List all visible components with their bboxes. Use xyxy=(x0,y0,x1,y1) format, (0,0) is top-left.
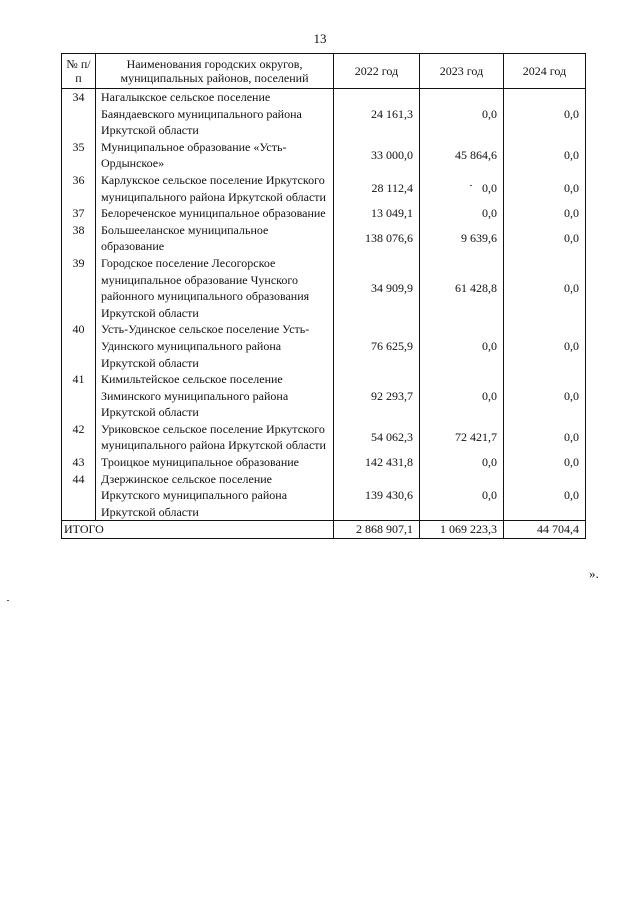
table-row xyxy=(62,321,586,371)
row-value-2022: 138 076,6 xyxy=(334,222,420,255)
row-value-2022: 54 062,3 xyxy=(334,421,420,454)
header-2023: 2023 год xyxy=(420,54,504,89)
table-row xyxy=(62,454,586,471)
header-2024: 2024 год xyxy=(504,54,586,89)
row-value-2023: 0,0 xyxy=(420,172,504,205)
header-name: Наименования городских округов, муниципальных районов, поселений xyxy=(96,54,334,89)
row-name: Кимильтейское сельское поселение Зиминского муниципального района Иркутской области xyxy=(96,371,334,421)
row-number: 43 xyxy=(62,454,96,471)
scan-speck xyxy=(7,600,9,601)
table-row xyxy=(62,421,586,454)
row-value-2022: 33 000,0 xyxy=(334,139,420,172)
row-number: 38 xyxy=(62,222,96,255)
total-2024: 44 704,4 xyxy=(504,521,586,539)
table-row xyxy=(62,255,586,321)
row-number: 40 xyxy=(62,321,96,371)
table-header xyxy=(62,54,586,89)
total-2023: 1 069 223,3 xyxy=(420,521,504,539)
row-number: 39 xyxy=(62,255,96,321)
total-2022: 2 868 907,1 xyxy=(334,521,420,539)
row-name: Нагалыкское сельское поселение Баяндаевского муниципального района Иркутской области xyxy=(96,89,334,139)
row-number: 41 xyxy=(62,371,96,421)
row-value-2023: 45 864,6 xyxy=(420,139,504,172)
table-row xyxy=(62,371,586,421)
row-value-2022: 13 049,1 xyxy=(334,205,420,222)
table-row xyxy=(62,89,586,139)
row-value-2024: 0,0 xyxy=(504,371,586,421)
row-value-2022: 24 161,3 xyxy=(334,89,420,139)
row-value-2022: 142 431,8 xyxy=(334,454,420,471)
scan-speck xyxy=(470,185,472,186)
table-row xyxy=(62,139,586,172)
page-number: 13 xyxy=(313,31,327,46)
row-number: 35 xyxy=(62,139,96,172)
row-value-2023: 61 428,8 xyxy=(420,255,504,321)
row-number: 44 xyxy=(62,471,96,521)
subsidy-table xyxy=(61,53,586,539)
row-value-2024: 0,0 xyxy=(504,321,586,371)
header-num: № п/п xyxy=(62,54,96,89)
row-value-2024: 0,0 xyxy=(504,222,586,255)
row-value-2023: 0,0 xyxy=(420,321,504,371)
row-name: Троицкое муниципальное образование xyxy=(96,454,334,471)
row-value-2023: 0,0 xyxy=(420,454,504,471)
total-row xyxy=(62,521,586,539)
row-value-2024: 0,0 xyxy=(504,471,586,521)
row-value-2023: 9 639,6 xyxy=(420,222,504,255)
row-value-2024: 0,0 xyxy=(504,172,586,205)
row-value-2024: 0,0 xyxy=(504,139,586,172)
row-value-2023: 0,0 xyxy=(420,371,504,421)
total-label: ИТОГО xyxy=(62,521,334,539)
row-name: Карлукское сельское поселение Иркутского муниципального района Иркутской области xyxy=(96,172,334,205)
row-name: Усть-Удинское сельское поселение Усть-Удинского муниципального района Иркутской области xyxy=(96,321,334,371)
row-number: 36 xyxy=(62,172,96,205)
row-value-2023: 0,0 xyxy=(420,471,504,521)
row-name: Большееланское муниципальное образование xyxy=(96,222,334,255)
row-value-2023: 0,0 xyxy=(420,205,504,222)
row-value-2022: 34 909,9 xyxy=(334,255,420,321)
closing-quote-mark: ». xyxy=(589,566,599,581)
table-row xyxy=(62,205,586,222)
row-value-2024: 0,0 xyxy=(504,421,586,454)
row-value-2022: 92 293,7 xyxy=(334,371,420,421)
row-value-2022: 139 430,6 xyxy=(334,471,420,521)
row-value-2022: 28 112,4 xyxy=(334,172,420,205)
row-name: Дзержинское сельское поселение Иркутского муниципального района Иркутской области xyxy=(96,471,334,521)
row-name: Белореченское муниципальное образование xyxy=(96,205,334,222)
row-value-2024: 0,0 xyxy=(504,454,586,471)
row-number: 37 xyxy=(62,205,96,222)
header-2022: 2022 год xyxy=(334,54,420,89)
row-name: Муниципальное образование «Усть-Ордынское» xyxy=(96,139,334,172)
row-value-2024: 0,0 xyxy=(504,205,586,222)
table-row xyxy=(62,172,586,205)
table-row xyxy=(62,471,586,521)
row-value-2024: 0,0 xyxy=(504,255,586,321)
row-name: Уриковское сельское поселение Иркутского муниципального района Иркутской области xyxy=(96,421,334,454)
table-row xyxy=(62,222,586,255)
row-number: 34 xyxy=(62,89,96,139)
row-number: 42 xyxy=(62,421,96,454)
row-name: Городское поселение Лесогорское муниципальное образование Чунского районного муниципального образования Иркутской области xyxy=(96,255,334,321)
row-value-2024: 0,0 xyxy=(504,89,586,139)
row-value-2023: 0,0 xyxy=(420,89,504,139)
row-value-2022: 76 625,9 xyxy=(334,321,420,371)
row-value-2023: 72 421,7 xyxy=(420,421,504,454)
table-body xyxy=(62,89,586,521)
